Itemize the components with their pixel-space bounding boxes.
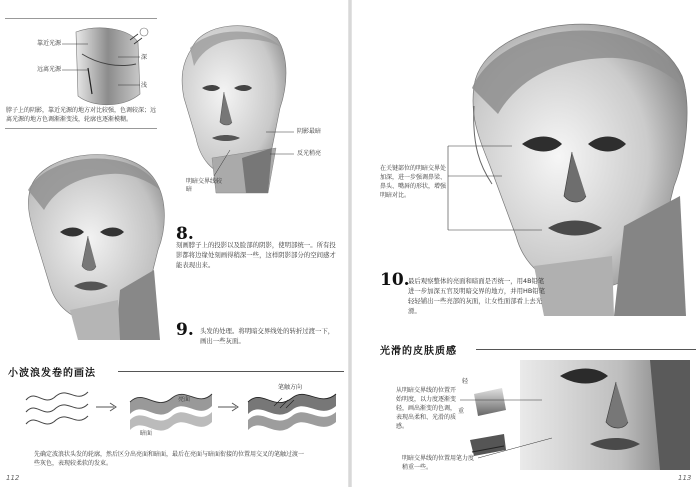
label-near-light: 靠近光源 xyxy=(37,40,62,47)
label-reflect: 反光稍亮 xyxy=(297,150,322,157)
label-cast-shadow: 阴影最暗 xyxy=(297,128,322,135)
wave-caption: 先确定波浪状头发的轮廓，然后区分出亮面和暗面，最后在亮面与暗面衔接的位置用交叉的笔触过渡一些灰色，表现较柔软的发束。 xyxy=(34,451,305,467)
wave-step-1 xyxy=(22,380,92,440)
step-10-number: 10. xyxy=(380,270,410,290)
arrow-1 xyxy=(96,402,120,412)
arrow-2 xyxy=(218,402,242,412)
closeup-leaders xyxy=(352,0,700,487)
step-10-text: 最后观察整体的亮面和暗面是否统一，用4B铅笔进一步加深五官及明暗交界的地方，并用HB铅笔轻轻铺出一些亮部的灰面，让女性面部看上去光滑。 xyxy=(408,277,546,315)
label-heavy-pressure: 重 xyxy=(458,408,465,415)
right-page xyxy=(352,0,700,487)
label-deep: 深 xyxy=(141,54,148,61)
step-8-number: 8. xyxy=(176,224,194,244)
step-8-text: 刻画脖子上的投影以及脸部的阴影，使明部统一。所有投影都将边缘处刻画得稍深一些，这样阴影部分的空间感才能表现出来。 xyxy=(176,241,336,269)
label-shadow-line: 明暗交界线较暗 xyxy=(186,178,223,193)
page-number-left: 112 xyxy=(6,474,20,482)
left-page xyxy=(0,0,348,487)
section-rule xyxy=(118,371,344,372)
stroke-note: 明暗交界线的位置用笔力度稍重一些。 xyxy=(402,455,475,471)
bust-sketch-step9 xyxy=(20,140,170,340)
label-bright-face: 亮面 xyxy=(178,396,191,403)
label-far-light: 远离光源 xyxy=(37,66,62,73)
page-number-right: 113 xyxy=(678,474,692,482)
label-dark-face: 暗面 xyxy=(140,430,153,437)
step-9-text: 头发的处理。将明暗交界线处的转折过渡一下，画出一些灰面。 xyxy=(200,327,335,345)
skin-note: 从明暗交界线的位置开始明度，以力度逐渐变轻，画出渐变的色调，表现出柔和、光滑的质感。 xyxy=(396,387,457,430)
label-light: 浅 xyxy=(141,82,148,89)
neck-note: 脖子上的阴影，靠近光源的地方对比较强，色调较深；远离光源的地方色调渐渐变浅，轮廓也逐渐模糊。 xyxy=(6,107,157,123)
label-light-pressure: 轻 xyxy=(462,378,469,385)
step-9-number: 9. xyxy=(176,320,194,340)
section-title-skin-texture: 光滑的皮肤质感 xyxy=(380,346,457,357)
cheek-note: 在关键部位的明暗交界处加深，进一步强调鼻梁、鼻头、嘴唇的形状，增强明暗对比。 xyxy=(380,165,447,199)
section-title-wave-hair: 小波浪发卷的画法 xyxy=(8,368,96,379)
label-stroke-direction: 笔触方向 xyxy=(278,384,303,391)
